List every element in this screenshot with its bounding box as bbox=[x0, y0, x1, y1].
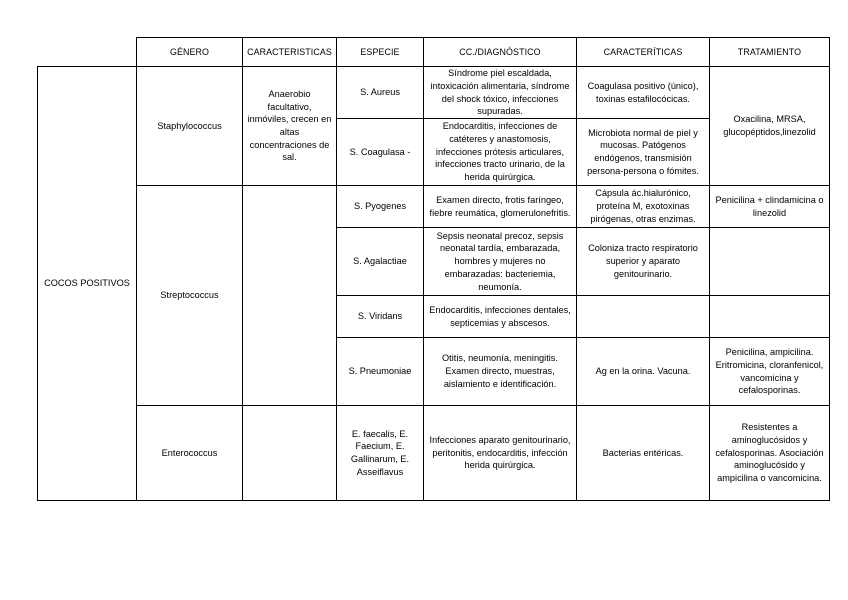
genus-characteristics-streptococcus-empty bbox=[243, 186, 337, 406]
diagnosis-s-viridans: Endocarditis, infecciones dentales, septicemias y abscesos. bbox=[424, 296, 577, 338]
species-s-viridans: S. Viridans bbox=[337, 296, 424, 338]
characteristics-s-aureus: Coagulasa positivo (único), toxinas estafilocócicas. bbox=[577, 67, 710, 119]
diagnosis-s-aureus: Síndrome piel escaldada, intoxicación alimentaria, síndrome del shock tóxico, infecciones supuradas. bbox=[424, 67, 577, 119]
header-row bbox=[38, 38, 830, 67]
diagnosis-s-pneumoniae: Otitis, neumonía, meningitis. Examen directo, muestras, aislamiento e identificación. bbox=[424, 338, 577, 406]
characteristics-enterococcus: Bacterias entéricas. bbox=[577, 406, 710, 501]
group-label: COCOS POSITIVOS bbox=[38, 67, 137, 501]
species-s-agalactiae: S. Agalactiae bbox=[337, 228, 424, 296]
diagnosis-enterococcus: Infecciones aparato genitourinario, peritonitis, endocarditis, infección herida quirúrgica. bbox=[424, 406, 577, 501]
genus-characteristics-enterococcus-empty bbox=[243, 406, 337, 501]
header-genero: GÉNERO bbox=[137, 38, 243, 67]
header-especie: ESPECIE bbox=[337, 38, 424, 67]
genus-enterococcus: Enterococcus bbox=[137, 406, 243, 501]
species-s-coagulasa: S. Coagulasa - bbox=[337, 119, 424, 186]
treatment-s-pyogenes: Penicilina + clindamicina o linezolid bbox=[710, 186, 830, 228]
table-row bbox=[38, 67, 830, 119]
characteristics-s-pneumoniae: Ag en la orina. Vacuna. bbox=[577, 338, 710, 406]
characteristics-s-pyogenes: Cápsula ác.hialurónico, proteína M, exotoxinas pirógenas, otras enzimas. bbox=[577, 186, 710, 228]
species-enterococcus: E. faecalis, E. Faecium, E. Gallinarum, E. Asseiflavus bbox=[337, 406, 424, 501]
treatment-s-viridans-empty bbox=[710, 296, 830, 338]
header-caracteristicas-especie: CARACTERÍTICAS bbox=[577, 38, 710, 67]
species-s-pneumoniae: S. Pneumoniae bbox=[337, 338, 424, 406]
species-s-aureus: S. Aureus bbox=[337, 67, 424, 119]
characteristics-s-agalactiae: Coloniza tracto respiratorio superior y aparato genitourinario. bbox=[577, 228, 710, 296]
species-s-pyogenes: S. Pyogenes bbox=[337, 186, 424, 228]
characteristics-s-viridans-empty bbox=[577, 296, 710, 338]
diagnosis-s-pyogenes: Examen directo, frotis faríngeo, fiebre reumática, glomerulonefritis. bbox=[424, 186, 577, 228]
genus-characteristics-staphylococcus: Anaerobio facultativo, inmóviles, crecen en altas concentraciones de sal. bbox=[243, 67, 337, 186]
table-row bbox=[38, 186, 830, 228]
treatment-enterococcus: Resistentes a aminoglucósidos y cefalosporinas. Asociación aminoglucósido y ampicilina o vancomicina. bbox=[710, 406, 830, 501]
treatment-s-agalactiae-empty bbox=[710, 228, 830, 296]
genus-staphylococcus: Staphylococcus bbox=[137, 67, 243, 186]
header-tratamiento: TRATAMIENTO bbox=[710, 38, 830, 67]
header-caracteristicas-genero: CARACTERISTICAS bbox=[243, 38, 337, 67]
genus-streptococcus: Streptococcus bbox=[137, 186, 243, 406]
table-row bbox=[38, 406, 830, 501]
treatment-staphylococcus: Oxacilina, MRSA, glucopéptidos,linezolid bbox=[710, 67, 830, 186]
header-cc-diagnostico: CC./DIAGNÓSTICO bbox=[424, 38, 577, 67]
diagnosis-s-agalactiae: Sepsis neonatal precoz, sepsis neonatal tardía, embarazada, hombres y mujeres no embarazadas: bacteriemia, neumonía. bbox=[424, 228, 577, 296]
empty-corner-cell bbox=[38, 38, 137, 67]
treatment-s-pneumoniae: Penicilina, ampicilina. Eritromicina, cloranfenicol, vancomicina y cefalosporinas. bbox=[710, 338, 830, 406]
microbiology-table bbox=[37, 37, 830, 501]
diagnosis-s-coagulasa: Endocarditis, infecciones de catéteres y anastomosis, infecciones prótesis articulares, infecciones tracto urinario, de la herida quirúrgica. bbox=[424, 119, 577, 186]
characteristics-s-coagulasa: Microbiota normal de piel y mucosas. Patógenos endógenos, transmisión persona-persona o fómites. bbox=[577, 119, 710, 186]
